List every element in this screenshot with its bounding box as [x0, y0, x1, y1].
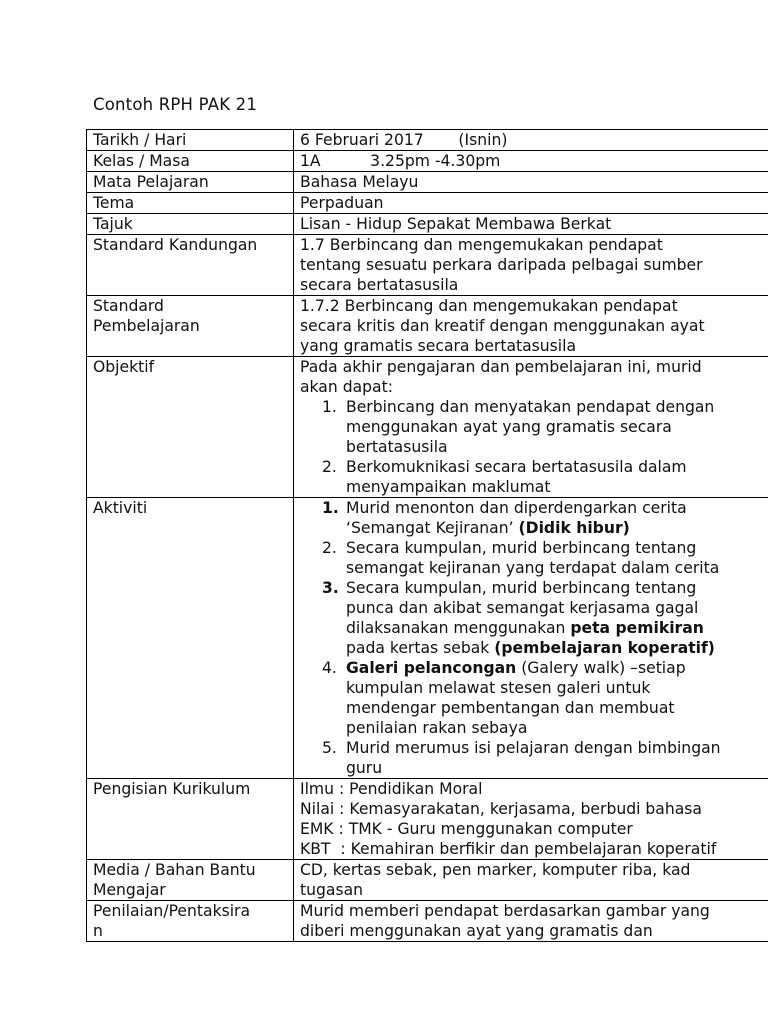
- row-value: Lisan - Hidup Sepakat Membawa Berkat: [294, 214, 768, 235]
- text-segment: pada kertas sebak: [346, 639, 495, 657]
- row-value: [294, 296, 768, 357]
- text-line: menyampaikan maklumat: [346, 478, 551, 496]
- text-line: Secara kumpulan, murid berbincang tentang: [346, 579, 697, 597]
- label-line: Media / Bahan Bantu: [93, 861, 256, 879]
- text-line: tugasan: [300, 881, 364, 899]
- text-line: bertatasusila: [346, 438, 448, 456]
- row-value: [294, 357, 768, 498]
- text-segment: dilaksanakan menggunakan: [346, 619, 571, 637]
- row-value: [294, 860, 768, 901]
- list-item: [300, 738, 768, 778]
- text-line: EMK : TMK - Guru menggunakan computer: [300, 820, 633, 838]
- text-line: Murid menonton dan diperdengarkan cerita: [346, 499, 687, 517]
- item-number: 3.: [322, 579, 339, 597]
- text-line: punca dan akibat semangat kerjasama gagal: [346, 599, 699, 617]
- row-value: Perpaduan: [294, 193, 768, 214]
- text-line: guru: [346, 759, 383, 777]
- text-line: [346, 658, 768, 678]
- list-item: [300, 578, 768, 658]
- text-line: mendengar pembentangan dan membuat: [346, 699, 675, 717]
- text-line: Murid memberi pendapat berdasarkan gambar yang: [300, 902, 710, 920]
- text-segment: ‘Semangat Kejiranan’: [346, 519, 519, 537]
- text-segment: (Galery walk) –setiap: [516, 659, 686, 677]
- text-line: Pada akhir pengajaran dan pembelajaran ini, murid: [300, 358, 702, 376]
- list-item: [300, 538, 768, 578]
- table-row-media: [87, 860, 768, 901]
- table-row-mata-pelajaran: [87, 172, 768, 193]
- text-line: penilaian rakan sebaya: [346, 719, 528, 737]
- table-row-pengisian-kurikulum: [87, 779, 768, 860]
- label-line: n: [93, 922, 103, 940]
- text-line: 1.7.2 Berbincang dan mengemukakan pendapat: [300, 297, 678, 315]
- text-line: secara kritis dan kreatif dengan menggunakan ayat: [300, 317, 705, 335]
- text-line: kumpulan melawat stesen galeri untuk: [346, 679, 651, 697]
- page-title: Contoh RPH PAK 21: [93, 95, 258, 114]
- row-label: [87, 860, 294, 901]
- table-row-objektif: [87, 357, 768, 498]
- text-line: Ilmu : Pendidikan Moral: [300, 780, 483, 798]
- text-line: yang gramatis secara bertatasusila: [300, 337, 577, 355]
- row-label: Tarikh / Hari: [87, 130, 294, 151]
- row-label: Standard Kandungan: [87, 235, 294, 296]
- table-row-aktiviti: [87, 498, 768, 779]
- label-line: Penilaian/Pentaksira: [93, 902, 251, 920]
- row-label: Pengisian Kurikulum: [87, 779, 294, 860]
- text-line: Nilai : Kemasyarakatan, kerjasama, berbudi bahasa: [300, 800, 702, 818]
- row-label: Mata Pelajaran: [87, 172, 294, 193]
- text-line: KBT : Kemahiran berfikir dan pembelajaran koperatif: [300, 840, 717, 858]
- row-label: Kelas / Masa: [87, 151, 294, 172]
- row-label: Tajuk: [87, 214, 294, 235]
- list-item: [300, 658, 768, 738]
- item-number: 4.: [322, 659, 337, 677]
- table-row-standard-kandungan: [87, 235, 768, 296]
- table-row-kelas: [87, 151, 768, 172]
- text-line: semangat kejiranan yang terdapat dalam cerita: [346, 559, 720, 577]
- text-line: tentang sesuatu perkara daripada pelbagai sumber: [300, 256, 703, 274]
- text-line: [346, 518, 768, 538]
- list-item: [300, 397, 768, 457]
- text-line: akan dapat:: [300, 378, 393, 396]
- text-line: Secara kumpulan, murid berbincang tentang: [346, 539, 697, 557]
- row-label: Aktiviti: [87, 498, 294, 779]
- text-line: secara bertatasusila: [300, 276, 459, 294]
- table-row-standard-pembelajaran: [87, 296, 768, 357]
- table-row-tajuk: [87, 214, 768, 235]
- text-line: Berkomuknikasi secara bertatasusila dalam: [346, 458, 687, 476]
- row-label: Objektif: [87, 357, 294, 498]
- bold-text: peta pemikiran: [570, 619, 704, 637]
- text-line: CD, kertas sebak, pen marker, komputer riba, kad: [300, 861, 691, 879]
- row-value: 1A 3.25pm -4.30pm: [294, 151, 768, 172]
- table-row-penilaian: [87, 901, 768, 942]
- row-value: [294, 235, 768, 296]
- row-value: 6 Februari 2017 (Isnin): [294, 130, 768, 151]
- list-item: [300, 457, 768, 497]
- item-number: 1.: [322, 398, 337, 416]
- label-line: Mengajar: [93, 881, 166, 899]
- row-value: [294, 498, 768, 779]
- table-row-tema: [87, 193, 768, 214]
- label-line: Standard: [93, 297, 164, 315]
- text-line: menggunakan ayat yang gramatis secara: [346, 418, 672, 436]
- text-line: 1.7 Berbincang dan mengemukakan pendapat: [300, 236, 663, 254]
- bold-text: (Didik hibur): [518, 519, 630, 537]
- row-label: [87, 296, 294, 357]
- table-row-tarikh: [87, 130, 768, 151]
- label-line: Pembelajaran: [93, 317, 200, 335]
- text-line: [346, 618, 768, 638]
- text-line: Murid merumus isi pelajaran dengan bimbingan: [346, 739, 721, 757]
- item-number: 2.: [322, 539, 337, 557]
- row-label: [87, 901, 294, 942]
- objective-list: [300, 397, 768, 497]
- item-number: 1.: [322, 499, 339, 517]
- row-value: [294, 779, 768, 860]
- text-line: Berbincang dan menyatakan pendapat dengan: [346, 398, 715, 416]
- row-value: [294, 901, 768, 942]
- row-value: Bahasa Melayu: [294, 172, 768, 193]
- bold-text: (pembelajaran koperatif): [494, 639, 715, 657]
- list-item: [300, 498, 768, 538]
- rph-table: [86, 129, 768, 942]
- text-line: [346, 638, 768, 658]
- row-label: Tema: [87, 193, 294, 214]
- activity-list: [300, 498, 768, 778]
- bold-text: Galeri pelancongan: [346, 659, 517, 677]
- item-number: 5.: [322, 739, 337, 757]
- item-number: 2.: [322, 458, 337, 476]
- text-line: diberi menggunakan ayat yang gramatis dan: [300, 922, 653, 940]
